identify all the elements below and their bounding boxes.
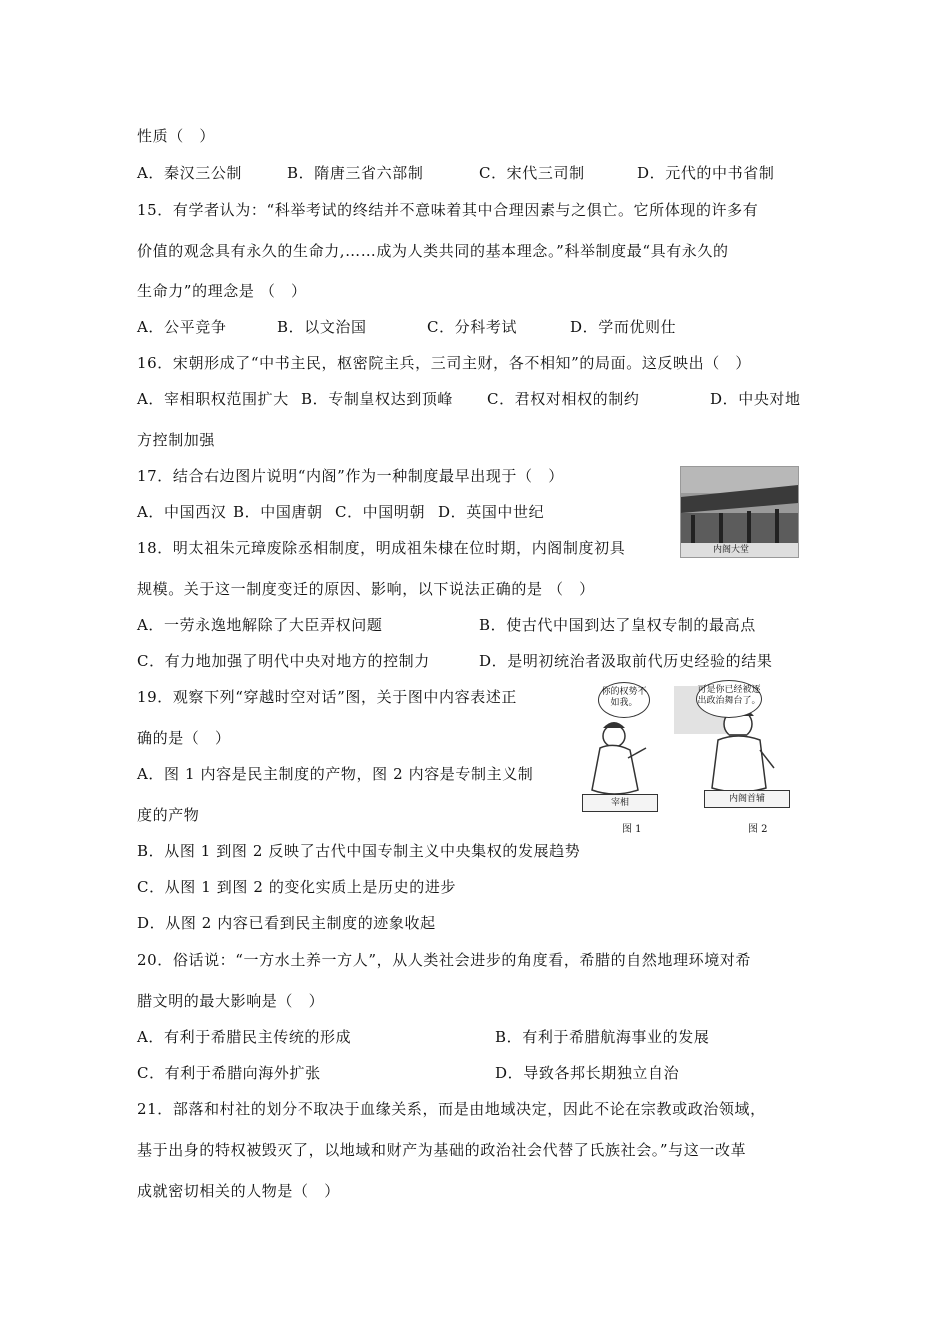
q19-option-a-1[interactable]: A．图 1 内容是民主制度的产物，图 2 内容是专制主义制 — [137, 765, 534, 783]
neige-hall-caption: 内阁大堂 — [713, 545, 750, 555]
q15-stem-1: 15．有学者认为：“科举考试的终结并不意味着其中合理因素与之俱亡。它所体现的许多有 — [137, 201, 759, 219]
q16-option-b[interactable]: B．专制皇权达到顶峰 — [301, 390, 454, 408]
q17-option-c[interactable]: C．中国明朝 — [335, 503, 426, 521]
q17-option-b[interactable]: B．中国唐朝 — [233, 503, 323, 521]
q14-option-c[interactable]: C．宋代三司制 — [479, 164, 585, 182]
q20-option-c[interactable]: C．有利于希腊向海外扩张 — [137, 1064, 321, 1082]
q20-stem-1: 20．俗话说：“一方水土养一方人”，从人类社会进步的角度看，希腊的自然地理环境对希 — [137, 951, 752, 969]
q18-stem-2: 规模。关于这一制度变迁的原因、影响，以下说法正确的是 （ ） — [137, 580, 595, 598]
q18-stem-1: 18．明太祖朱元璋废除丞相制度，明成祖朱棣在位时期，内阁制度初具 — [137, 539, 626, 557]
q19-stem-1: 19．观察下列“穿越时空对话”图，关于图中内容表述正 — [137, 688, 518, 706]
q19-stem-2: 确的是（ ） — [137, 729, 231, 747]
plinth-chancellor: 宰相 — [582, 794, 658, 812]
q18-option-b[interactable]: B．使古代中国到达了皇权专制的最高点 — [479, 616, 756, 634]
plinth-grand-secretary: 内阁首辅 — [704, 790, 790, 808]
q18-option-d[interactable]: D．是明初统治者汲取前代历史经验的结果 — [479, 652, 773, 670]
q19-option-b[interactable]: B．从图 1 到图 2 反映了古代中国专制主义中央集权的发展趋势 — [137, 842, 581, 860]
q17-option-a[interactable]: A．中国西汉 — [137, 503, 227, 521]
q15-option-c[interactable]: C．分科考试 — [427, 318, 518, 336]
q15-option-a[interactable]: A．公平竞争 — [137, 318, 227, 336]
q15-stem-3: 生命力”的理念是 （ ） — [137, 282, 307, 300]
q19-option-c[interactable]: C．从图 1 到图 2 的变化实质上是历史的进步 — [137, 878, 457, 896]
q16-option-d[interactable]: D．中央对地 — [710, 390, 801, 408]
q14-option-b[interactable]: B．隋唐三省六部制 — [287, 164, 424, 182]
cartoon-caption-1: 图 1 — [622, 824, 642, 835]
q15-option-b[interactable]: B．以文治国 — [277, 318, 367, 336]
q14-continuation: 性质（ ） — [137, 127, 216, 145]
q20-option-a[interactable]: A．有利于希腊民主传统的形成 — [137, 1028, 352, 1046]
speech-bubble-2: 可是你已经被逐出政治舞台了。 — [696, 680, 762, 718]
q18-option-a[interactable]: A．一劳永逸地解除了大臣弄权问题 — [137, 616, 383, 634]
neige-hall-photo — [680, 466, 799, 558]
q16-option-c[interactable]: C．君权对相权的制约 — [487, 390, 640, 408]
time-travel-dialogue-cartoon — [578, 678, 800, 834]
q14-option-a[interactable]: A．秦汉三公制 — [137, 164, 243, 182]
q21-stem-3: 成就密切相关的人物是（ ） — [137, 1182, 340, 1200]
q16-stem: 16．宋朝形成了“中书主民，枢密院主兵，三司主财，各不相知”的局面。这反映出（ ） — [137, 354, 752, 372]
q21-stem-2: 基于出身的特权被毁灭了，以地域和财产为基础的政治社会代替了氏族社会。”与这一改革 — [137, 1141, 747, 1159]
q19-option-a-2: 度的产物 — [137, 806, 200, 824]
q20-option-d[interactable]: D．导致各邦长期独立自治 — [495, 1064, 680, 1082]
q16-option-a[interactable]: A．宰相职权范围扩大 — [137, 390, 289, 408]
q17-stem: 17．结合右边图片说明“内阁”作为一种制度最早出现于（ ） — [137, 467, 564, 485]
q19-option-d[interactable]: D．从图 2 内容已看到民主制度的迹象收起 — [137, 914, 436, 932]
speech-bubble-1: 你的权势不如我。 — [598, 682, 650, 718]
q20-option-b[interactable]: B．有利于希腊航海事业的发展 — [495, 1028, 710, 1046]
q14-option-d[interactable]: D．元代的中书省制 — [637, 164, 775, 182]
q21-stem-1: 21．部落和村社的划分不取决于血缘关系，而是由地域决定，因此不论在宗教或政治领域， — [137, 1100, 766, 1118]
cartoon-caption-2: 图 2 — [748, 824, 768, 835]
q20-stem-2: 腊文明的最大影响是（ ） — [137, 992, 325, 1010]
q16-continuation: 方控制加强 — [137, 431, 216, 449]
q15-option-d[interactable]: D．学而优则仕 — [570, 318, 677, 336]
q15-stem-2: 价值的观念具有永久的生命力,……成为人类共同的基本理念。”科举制度最“具有永久的 — [137, 242, 729, 260]
q17-option-d[interactable]: D．英国中世纪 — [438, 503, 545, 521]
q18-option-c[interactable]: C．有力地加强了明代中央对地方的控制力 — [137, 652, 430, 670]
